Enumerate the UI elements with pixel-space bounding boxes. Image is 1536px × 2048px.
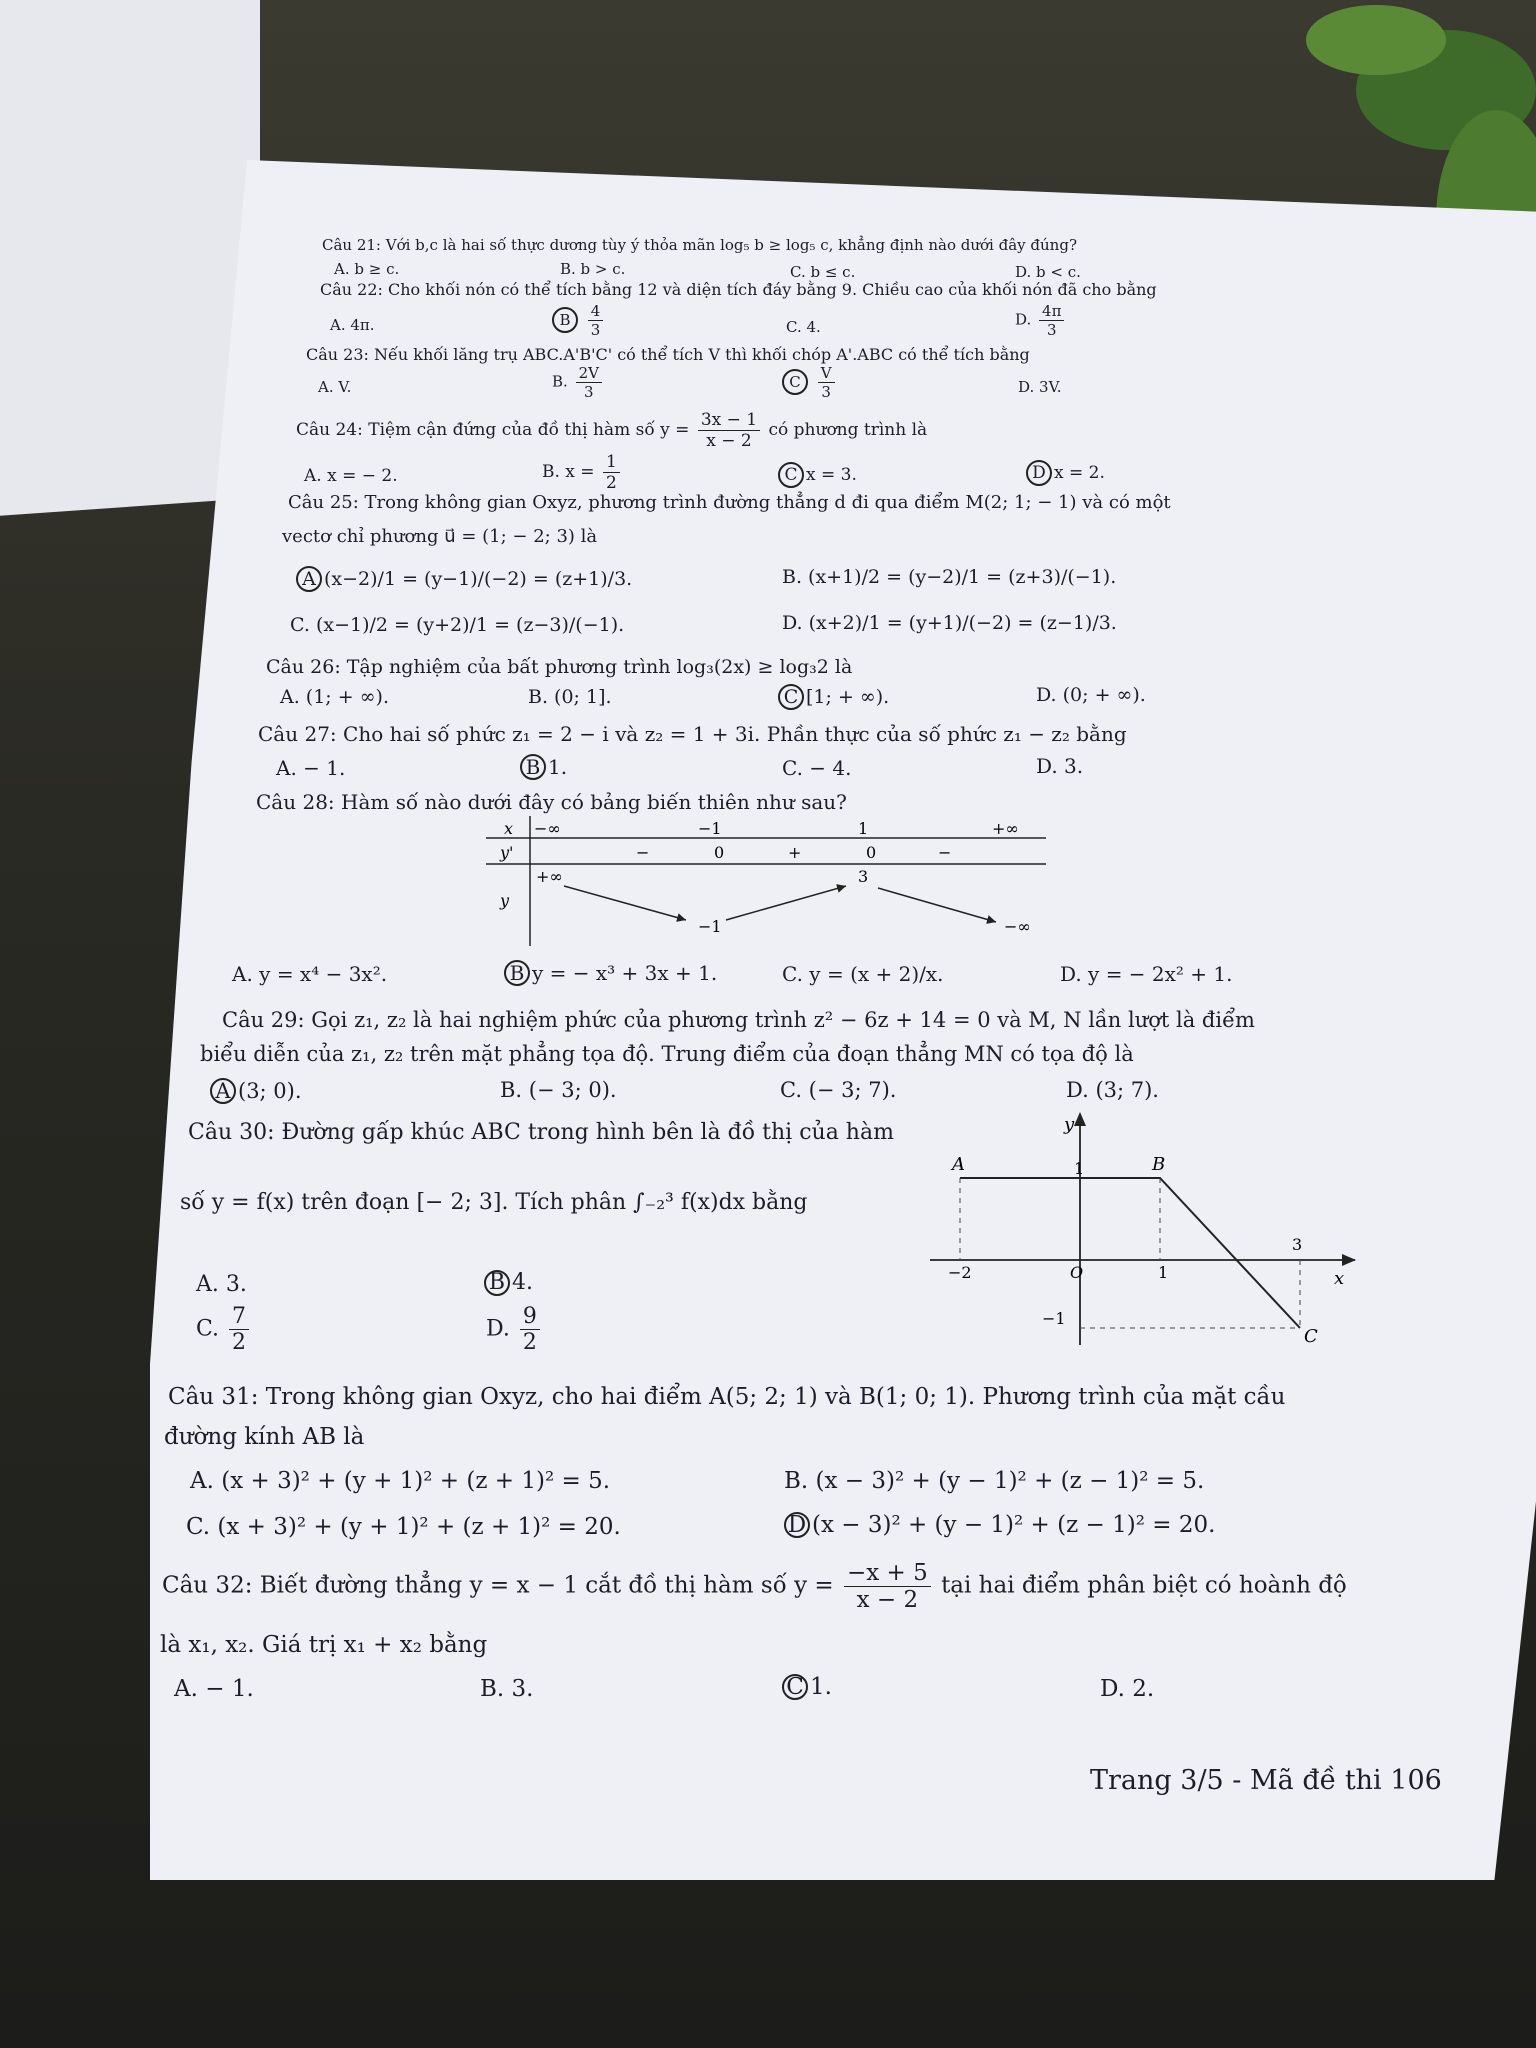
graph-point-c: C	[1304, 1326, 1318, 1347]
q30-option-b: B 4.	[484, 1270, 533, 1296]
q23-stem: Câu 23: Nếu khối lăng trụ ABC.A'B'C' có thể tích V thì khối chóp A'.ABC có thể tích bằng	[306, 345, 1030, 364]
q21-option-d: D. b < c.	[1015, 263, 1081, 281]
table-sign-0: −	[636, 843, 650, 862]
q22-option-d: D. $\frac{4\pi}{3}$	[1015, 302, 1067, 339]
graph-y-label: y	[1064, 1114, 1075, 1135]
table-x-val-0: −∞	[534, 819, 561, 838]
table-x-val-3: +∞	[992, 819, 1019, 838]
q25-stem-line2: vectơ chỉ phương u⃗ = (1; − 2; 3) là	[282, 526, 598, 547]
q24-option-a: A. x = − 2.	[304, 466, 398, 486]
answer-circle: B	[520, 754, 546, 780]
q32-option-a: A. − 1.	[174, 1676, 254, 1702]
q26-option-c: C [1; + ∞).	[778, 684, 889, 710]
fraction: $\frac{7}{2}$	[229, 1304, 249, 1355]
q28-option-b: B y = − x³ + 3x + 1.	[504, 960, 717, 986]
q31-option-b: B. (x − 3)² + (y − 1)² + (z − 1)² = 5.	[784, 1468, 1205, 1494]
table-x-val-2: 1	[858, 819, 869, 838]
background-page	[0, 0, 260, 520]
graph-tick-neg1: −1	[1042, 1309, 1066, 1328]
q23-option-c	[782, 364, 838, 401]
graph-origin: O	[1070, 1263, 1084, 1282]
variation-table	[486, 816, 1046, 946]
table-x-label: x	[504, 819, 514, 838]
q28-option-a: A. y = x⁴ − 3x².	[232, 962, 388, 986]
answer-circle: B	[484, 1270, 510, 1296]
fraction: $\frac{1}{2}$	[603, 452, 620, 493]
fraction: $\frac{9}{2}$	[520, 1304, 540, 1355]
q31-stem: Câu 31: Trong không gian Oxyz, cho hai điểm A(5; 2; 1) và B(1; 0; 1). Phương trình của mặt cầu	[168, 1384, 1286, 1410]
table-y-label: y	[500, 891, 510, 910]
table-y-val-0: +∞	[536, 867, 563, 886]
graph-x-label: x	[1334, 1268, 1345, 1289]
q30-graph	[930, 1110, 1360, 1350]
q29-stem: Câu 29: Gọi z₁, z₂ là hai nghiệm phức của phương trình z² − 6z + 14 = 0 và M, N lần lượt là điểm	[222, 1008, 1255, 1032]
answer-circle: A	[296, 566, 322, 592]
q21-stem: Câu 21: Với b,c là hai số thực dương tùy ý thỏa mãn log₅ b ≥ log₅ c, khẳng định nào dưới đây đúng?	[322, 236, 1077, 254]
fraction: $\frac{-x + 5}{x - 2}$	[844, 1560, 931, 1613]
q31-option-c: C. (x + 3)² + (y + 1)² + (z + 1)² = 20.	[186, 1514, 621, 1540]
answer-circle: D	[784, 1512, 810, 1538]
q23-option-a: A. V.	[318, 378, 352, 396]
q27-option-d: D. 3.	[1036, 754, 1084, 778]
q32-option-d: D. 2.	[1100, 1676, 1155, 1702]
q28-option-d: D. y = − 2x² + 1.	[1060, 962, 1233, 986]
fraction: $\frac{3x - 1}{x - 2}$	[698, 410, 760, 451]
answer-circle: C	[782, 369, 808, 395]
table-sign-2: +	[788, 843, 802, 862]
q30-option-a: A. 3.	[196, 1272, 247, 1297]
q29-option-a: A (3; 0).	[210, 1078, 302, 1104]
q25-option-d: D. (x+2)/1 = (y+1)/(−2) = (z−1)/3.	[782, 612, 1117, 634]
fraction: $\frac{4}{3}$	[588, 302, 604, 339]
q24-stem: Câu 24: Tiệm cận đứng của đồ thị hàm số y = $\frac{3x - 1}{x - 2}$ có phương trình là	[296, 410, 928, 451]
q29-option-d: D. (3; 7).	[1066, 1078, 1159, 1102]
graph-point-a: A	[952, 1154, 965, 1175]
fraction: $\frac{2V}{3}$	[576, 364, 602, 401]
graph-tick-3: 3	[1292, 1235, 1303, 1254]
q32-stem-line2: là x₁, x₂. Giá trị x₁ + x₂ bằng	[160, 1632, 488, 1658]
answer-circle: B	[504, 960, 530, 986]
q32-stem: Câu 32: Biết đường thẳng y = x − 1 cắt đồ thị hàm số y = $\frac{-x + 5}{x - 2}$ tại hai điểm phân biệt có hoành độ	[162, 1560, 1347, 1613]
q27-option-c: C. − 4.	[782, 756, 852, 780]
answer-circle: D	[1026, 460, 1052, 486]
table-x-val-1: −1	[698, 819, 722, 838]
q32-option-b: B. 3.	[480, 1676, 534, 1702]
answer-circle: C	[778, 462, 804, 488]
q25-option-c: C. (x−1)/2 = (y+2)/1 = (z−3)/(−1).	[290, 614, 625, 636]
q32-option-c: C 1.	[782, 1674, 832, 1700]
q25-option-a: A (x−2)/1 = (y−1)/(−2) = (z+1)/3.	[296, 566, 632, 592]
q27-option-b: B 1.	[520, 754, 567, 780]
fraction: $\frac{V}{3}$	[818, 364, 835, 401]
q29-option-b: B. (− 3; 0).	[500, 1078, 617, 1102]
answer-circle: C	[778, 684, 804, 710]
q25-option-b: B. (x+1)/2 = (y−2)/1 = (z+3)/(−1).	[782, 566, 1117, 588]
page-footer: Trang 3/5 - Mã đề thi 106	[1090, 1765, 1442, 1796]
q26-stem: Câu 26: Tập nghiệm của bất phương trình log₃(2x) ≥ log₃2 là	[266, 656, 853, 678]
table-y-val-3: −∞	[1004, 917, 1031, 936]
q30-option-c: C. $\frac{7}{2}$	[196, 1304, 252, 1355]
q22-option-c: C. 4.	[786, 318, 821, 336]
table-y-val-2: −1	[698, 917, 722, 936]
q31-stem-line2: đường kính AB là	[164, 1424, 365, 1450]
q22-stem: Câu 22: Cho khối nón có thể tích bằng 12 và diện tích đáy bằng 9. Chiều cao của khối nón đã cho bằng	[320, 280, 1157, 299]
graph-point-b: B	[1152, 1154, 1166, 1175]
answer-circle: C	[782, 1674, 808, 1700]
q21-option-c: C. b ≤ c.	[790, 263, 856, 281]
q31-option-d: D (x − 3)² + (y − 1)² + (z − 1)² = 20.	[784, 1512, 1215, 1538]
q26-option-d: D. (0; + ∞).	[1036, 684, 1146, 706]
q26-option-a: A. (1; + ∞).	[280, 686, 389, 708]
q30-option-d: D. $\frac{9}{2}$	[486, 1304, 543, 1355]
q27-option-a: A. − 1.	[276, 756, 346, 780]
table-y-val-1: 3	[858, 867, 869, 886]
table-yp-label: y'	[500, 843, 514, 862]
q21-option-b: B. b > c.	[560, 260, 626, 278]
q25-stem: Câu 25: Trong không gian Oxyz, phương trình đường thẳng d đi qua điểm M(2; 1; − 1) và có một	[288, 492, 1171, 513]
graph-tick-y1: 1	[1074, 1159, 1085, 1178]
fraction: $\frac{4\pi}{3}$	[1039, 302, 1064, 339]
q30-stem-line2: số y = f(x) trên đoạn [− 2; 3]. Tích phân ∫₋₂³ f(x)dx bằng	[180, 1190, 808, 1215]
table-sign-1: 0	[714, 843, 725, 862]
q29-option-c: C. (− 3; 7).	[780, 1078, 897, 1102]
q24-option-d: D x = 2.	[1026, 460, 1105, 486]
q24-option-b: B. x = $\frac{1}{2}$	[542, 452, 623, 493]
q22-option-a: A. 4π.	[330, 316, 375, 334]
q29-stem-line2: biểu diễn của z₁, z₂ trên mặt phẳng tọa độ. Trung điểm của đoạn thẳng MN có tọa độ là	[200, 1042, 1134, 1066]
q23-option-b: B. $\frac{2V}{3}$	[552, 364, 605, 401]
q24-option-c: C x = 3.	[778, 462, 857, 488]
table-sign-4: −	[938, 843, 952, 862]
table-sign-3: 0	[866, 843, 877, 862]
q21-option-a: A. b ≥ c.	[334, 260, 400, 278]
graph-tick-x1: 1	[1158, 1263, 1169, 1282]
q26-option-b: B. (0; 1].	[528, 686, 612, 708]
q23-option-d: D. 3V.	[1018, 378, 1062, 396]
answer-circle: B	[552, 307, 578, 333]
q28-option-c: C. y = (x + 2)/x.	[782, 962, 944, 986]
q31-option-a: A. (x + 3)² + (y + 1)² + (z + 1)² = 5.	[190, 1468, 611, 1494]
answer-circle: A	[210, 1078, 236, 1104]
q22-option-b	[552, 302, 606, 339]
q28-stem: Câu 28: Hàm số nào dưới đây có bảng biến thiên như sau?	[256, 790, 847, 814]
graph-tick-neg2: −2	[948, 1263, 972, 1282]
q30-stem: Câu 30: Đường gấp khúc ABC trong hình bên là đồ thị của hàm	[188, 1120, 894, 1145]
q27-stem: Câu 27: Cho hai số phức z₁ = 2 − i và z₂ = 1 + 3i. Phần thực của số phức z₁ − z₂ bằng	[258, 722, 1127, 746]
